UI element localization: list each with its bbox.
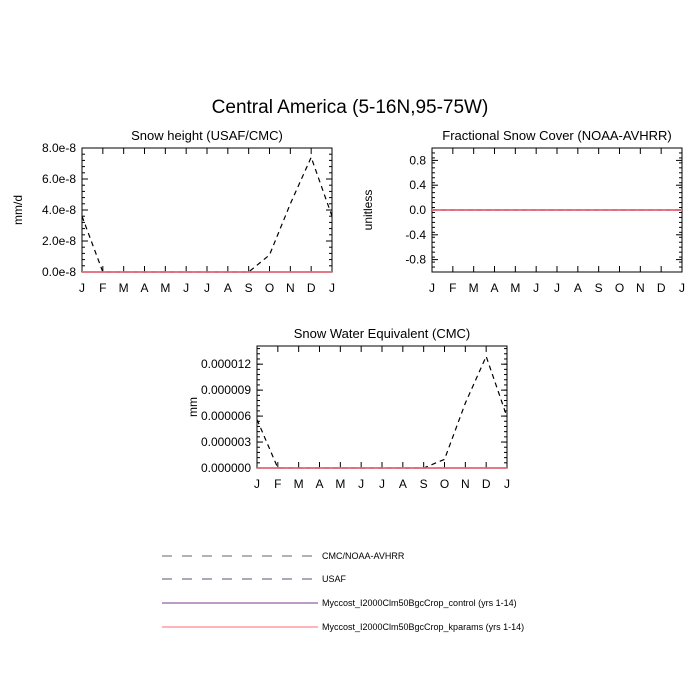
y-tick-label: 4.0e-8: [41, 203, 76, 217]
y-axis-label: unitless: [361, 189, 375, 231]
x-tick-label: A: [490, 281, 499, 295]
x-tick-label: O: [439, 477, 450, 491]
series-line-0: [257, 356, 507, 468]
x-tick-label: F: [274, 477, 282, 491]
x-tick-label: M: [510, 281, 521, 295]
x-tick-label: S: [594, 281, 603, 295]
x-tick-label: J: [79, 281, 85, 295]
x-tick-label: J: [183, 281, 190, 295]
x-tick-label: J: [379, 477, 385, 491]
x-tick-label: J: [358, 477, 365, 491]
x-tick-label: S: [419, 477, 428, 491]
x-tick-label: M: [118, 281, 129, 295]
x-tick-label: J: [329, 281, 335, 295]
figure-title: Central America (5-16N,95-75W): [211, 97, 489, 118]
y-tick-label: 0.4: [409, 178, 426, 193]
x-tick-label: J: [554, 281, 560, 295]
panel-snow-water-equivalent: [186, 326, 510, 491]
panel-snow-height: [11, 128, 335, 295]
plot-frame: [82, 148, 332, 272]
series-line-0: [82, 157, 332, 272]
x-tick-label: N: [635, 281, 645, 295]
x-tick-label: J: [254, 477, 260, 491]
legend: [162, 551, 524, 632]
y-tick-label: 0.000009: [200, 383, 251, 398]
x-tick-label: N: [285, 281, 295, 295]
x-tick-label: M: [468, 281, 479, 295]
legend-label-0: CMC/NOAA-AVHRR: [322, 551, 405, 561]
x-tick-label: J: [429, 281, 435, 295]
x-tick-label: J: [504, 477, 510, 491]
panel-title: Fractional Snow Cover (NOAA-AVHRR): [442, 128, 672, 143]
x-tick-label: M: [293, 477, 304, 491]
y-axis-label: mm: [186, 397, 200, 417]
y-tick-label: 0.000006: [200, 409, 251, 424]
x-tick-label: A: [573, 281, 582, 295]
x-tick-label: O: [264, 281, 275, 295]
x-tick-label: S: [244, 281, 253, 295]
y-axis-label: mm/d: [11, 195, 25, 225]
panel-title: Snow Water Equivalent (CMC): [293, 326, 471, 341]
y-tick-label: 0.0e-8: [41, 265, 76, 279]
x-tick-label: J: [204, 281, 210, 295]
panel-title: Snow height (USAF/CMC): [131, 128, 283, 143]
x-tick-label: J: [679, 281, 685, 295]
x-tick-label: J: [533, 281, 540, 295]
y-tick-label: 0.000000: [200, 461, 251, 475]
y-tick-label: 0.000003: [200, 435, 251, 450]
x-tick-label: A: [315, 477, 324, 491]
x-tick-label: M: [335, 477, 346, 491]
legend-label-3: Myccost_I2000Clm50BgcCrop_kparams (yrs 1-14): [322, 622, 525, 632]
x-tick-label: A: [140, 281, 149, 295]
plot-frame: [257, 346, 507, 468]
x-tick-label: A: [398, 477, 407, 491]
x-tick-label: D: [306, 281, 316, 295]
y-tick-label: 0.0: [409, 203, 426, 217]
x-tick-label: A: [223, 281, 232, 295]
legend-label-2: Myccost_I2000Clm50BgcCrop_control (yrs 1-14): [322, 598, 517, 608]
y-tick-label: -0.4: [405, 227, 426, 242]
y-tick-label: 0.8: [409, 153, 426, 168]
x-tick-label: D: [656, 281, 666, 295]
legend-label-1: USAF: [322, 574, 347, 584]
x-tick-label: F: [449, 281, 457, 295]
y-tick-label: 0.000012: [200, 357, 251, 372]
y-tick-label: -0.8: [405, 252, 426, 267]
x-tick-label: F: [99, 281, 107, 295]
x-tick-label: D: [481, 477, 491, 491]
x-tick-label: O: [614, 281, 625, 295]
y-tick-label: 8.0e-8: [41, 141, 76, 155]
x-tick-label: M: [160, 281, 171, 295]
y-tick-label: 6.0e-8: [41, 172, 76, 186]
panel-fractional-snow-cover: [361, 128, 685, 295]
x-tick-label: N: [460, 477, 470, 491]
y-tick-label: 2.0e-8: [41, 234, 76, 248]
